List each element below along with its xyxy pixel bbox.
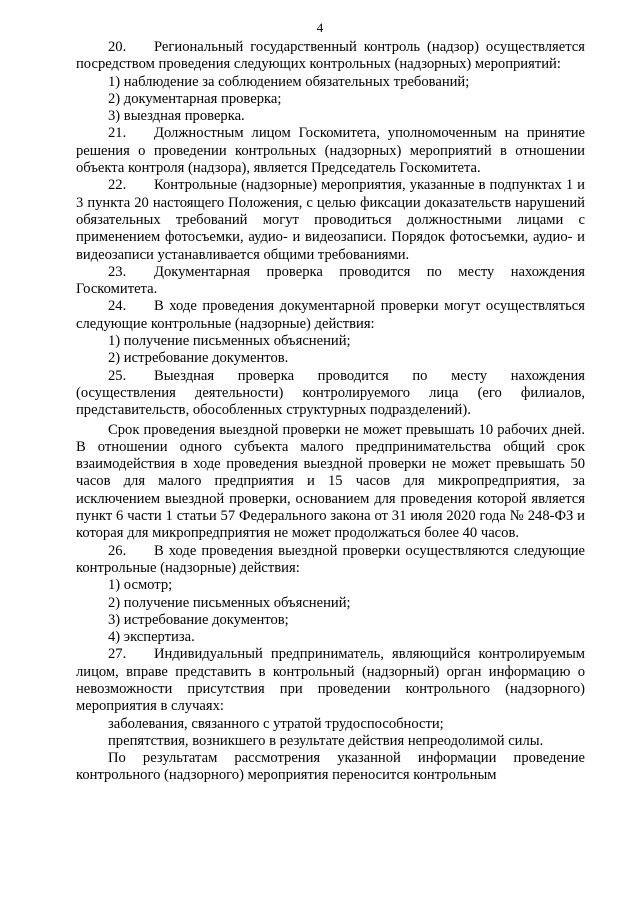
document-body bbox=[76, 39, 585, 785]
list-item: 2) истребование документов. bbox=[108, 350, 289, 367]
paragraph-text: Контрольные (надзорные) мероприятия, указанные в подпунктах 1 и 3 пункта 20 настоящего Положения, с целью фиксации доказательств нарушений обязательных требований могут проводиться должностными лицами с применением фотосъемки, аудио- и видеозаписи. Порядок фотосъемки, аудио- и видеозаписи устанавливается общими требованиями. bbox=[76, 177, 585, 263]
paragraph-text: Должностным лицом Госкомитета, уполномоченным на принятие решения о проведении контрольных (надзорных) мероприятий в отношении объекта контроля (надзора), является Председатель Госкомитета. bbox=[76, 125, 585, 177]
list-item: 1) осмотр; bbox=[108, 577, 173, 594]
paragraph-21 bbox=[76, 125, 585, 177]
list-item: 2) получение письменных объяснений; bbox=[108, 594, 351, 611]
paragraph-26 bbox=[76, 543, 585, 578]
list-item: 1) наблюдение за соблюдением обязательных требований; bbox=[108, 73, 470, 90]
paragraph-number: 24. bbox=[108, 298, 127, 315]
paragraph-23 bbox=[76, 264, 585, 299]
paragraph-text: Индивидуальный предприниматель, являющийся контролируемым лицом, вправе представить в контрольный (надзорный) орган информацию о невозможности присутствия при проведении контрольного (надзорного) мероприятия в случаях: bbox=[76, 646, 585, 715]
paragraph-27 bbox=[76, 646, 585, 715]
list-item: 1) получение письменных объяснений; bbox=[108, 333, 351, 350]
list-item: заболевания, связанного с утратой трудоспособности; bbox=[108, 715, 444, 732]
list-item: 3) истребование документов; bbox=[108, 611, 289, 628]
paragraph-number: 25. bbox=[108, 367, 127, 384]
paragraph-text: Документарная проверка проводится по месту нахождения Госкомитета. bbox=[76, 263, 585, 298]
paragraph-inspection-duration: Срок проведения выездной проверки не может превышать 10 рабочих дней. В отношении одного субъекта малого предпринимательства общий срок взаимодействия в ходе проведения выездной проверки не может превышать 50 часов для малого предприятия и 15 часов для микропредприятия, за исключением выездной проверки, основанием для проведения которой является пункт 6 части 1 статьи 57 Федерального закона от 31 июля 2020 года № 248-ФЗ и которая для микропредприятия не может продолжаться более 40 часов. bbox=[76, 421, 585, 542]
paragraph-22 bbox=[76, 177, 585, 263]
paragraph-text: В ходе проведения документарной проверки могут осуществляться следующие контрольные (надзорные) действия: bbox=[76, 298, 585, 332]
paragraph-number: 27. bbox=[108, 646, 127, 663]
paragraph-text: Выездная проверка проводится по месту нахождения (осуществления деятельности) контролируемого лица (его филиалов, представительств, обособленных структурных подразделений). bbox=[76, 367, 585, 419]
paragraph-20 bbox=[76, 39, 585, 74]
list-item: 2) документарная проверка; bbox=[108, 90, 282, 107]
paragraph-24 bbox=[76, 298, 585, 333]
paragraph-postponement: По результатам рассмотрения указанной информации проведение контрольного (надзорного) мероприятия переносится контрольным bbox=[76, 750, 585, 784]
paragraph-number: 23. bbox=[108, 263, 127, 280]
list-item: 3) выездная проверка. bbox=[108, 108, 245, 125]
list-item: препятствия, возникшего в результате действия непреодолимой силы. bbox=[108, 732, 544, 749]
paragraph-number: 26. bbox=[108, 542, 127, 559]
paragraph-number: 21. bbox=[108, 125, 127, 142]
paragraph-number: 22. bbox=[108, 177, 127, 194]
paragraph-number: 20. bbox=[108, 39, 127, 55]
paragraph-25 bbox=[76, 368, 585, 420]
paragraph-text: В ходе проведения выездной проверки осуществляются следующие контрольные (надзорные) действия: bbox=[76, 542, 585, 576]
paragraph-text: Региональный государственный контроль (надзор) осуществляется посредством проведения следующих контрольных (надзорных) мероприятий: bbox=[76, 39, 585, 73]
list-item: 4) экспертиза. bbox=[108, 629, 195, 646]
page-number: 4 bbox=[316, 20, 324, 35]
